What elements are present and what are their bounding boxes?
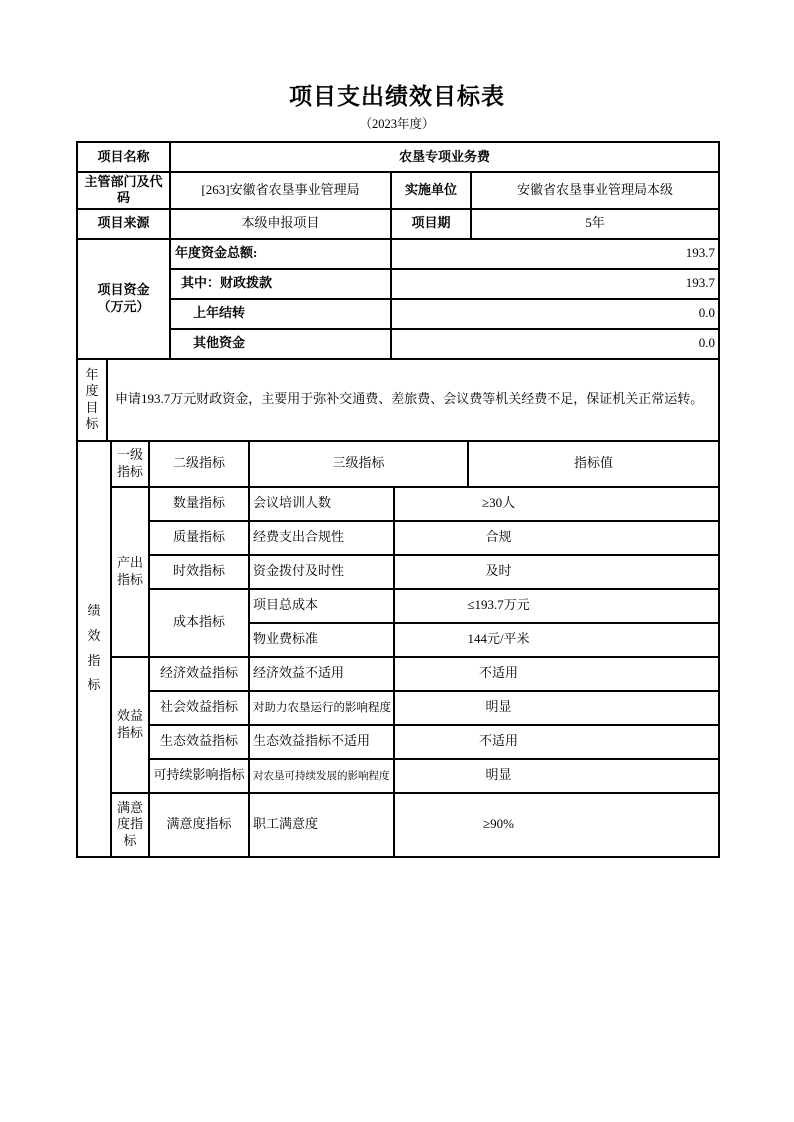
indicator-level2: 时效指标	[149, 555, 249, 589]
indicator-value: 合规	[394, 521, 719, 555]
table-row	[77, 239, 719, 269]
annual-goal-label: 年度目标	[77, 359, 107, 441]
indicator-row	[77, 589, 719, 623]
project-source-label: 项目来源	[77, 209, 170, 239]
indicator-value: 144元/平米	[394, 623, 719, 657]
indicator-level3: 生态效益指标不适用	[249, 725, 394, 759]
table-row	[77, 142, 719, 172]
table-row	[77, 299, 719, 329]
page-subtitle: （2023年度）	[359, 117, 435, 132]
project-name-value: 农垦专项业务费	[170, 142, 719, 172]
indicator-level3: 经费支出合规性	[249, 521, 394, 555]
indicator-level2: 质量指标	[149, 521, 249, 555]
indicator-row	[77, 555, 719, 589]
header-level3: 三级指标	[249, 441, 468, 487]
table-row	[77, 209, 719, 239]
funds-other-value: 0.0	[391, 329, 719, 359]
level1-satisfaction-label: 满意度指标	[111, 793, 149, 857]
indicator-value: 不适用	[394, 725, 719, 759]
indicator-level3: 经济效益不适用	[249, 657, 394, 691]
department-value: [263]安徽省农垦事业管理局	[170, 172, 391, 209]
indicator-level3: 对农垦可持续发展的影响程度	[249, 759, 394, 793]
indicator-level2: 满意度指标	[149, 793, 249, 857]
level1-output-label: 产出指标	[111, 487, 149, 657]
indicator-level2: 可持续影响指标	[149, 759, 249, 793]
indicator-level3: 资金拨付及时性	[249, 555, 394, 589]
indicator-level2: 成本指标	[149, 589, 249, 657]
indicator-row	[77, 793, 719, 857]
indicator-level3: 职工满意度	[249, 793, 394, 857]
indicator-level2: 数量指标	[149, 487, 249, 521]
performance-target-table	[76, 141, 718, 858]
table-row	[77, 269, 719, 299]
funds-total-label: 年度资金总额:	[170, 239, 391, 269]
funds-label-line1: 项目资金	[97, 282, 150, 298]
indicator-level3: 项目总成本	[249, 589, 394, 623]
performance-section-cell	[77, 441, 111, 857]
project-period-label: 项目期	[391, 209, 471, 239]
indicator-level3: 会议培训人数	[249, 487, 394, 521]
funds-label-line2: （万元）	[97, 298, 150, 314]
indicator-row	[77, 657, 719, 691]
indicator-value: ≤193.7万元	[394, 589, 719, 623]
indicator-level3: 物业费标准	[249, 623, 394, 657]
annual-goal-table	[76, 358, 720, 442]
funds-carryover-value: 0.0	[391, 299, 719, 329]
indicator-row	[77, 691, 719, 725]
indicator-row	[77, 521, 719, 555]
indicator-header-row	[77, 441, 719, 487]
project-funds-table	[76, 238, 720, 360]
header-level2: 二级指标	[149, 441, 249, 487]
funds-total-value: 193.7	[391, 239, 719, 269]
project-period-value: 5年	[471, 209, 719, 239]
indicator-value: ≥90%	[394, 793, 719, 857]
impl-unit-value: 安徽省农垦事业管理局本级	[471, 172, 719, 209]
indicator-row	[77, 725, 719, 759]
table-row	[77, 172, 719, 209]
funds-fiscal-value: 193.7	[391, 269, 719, 299]
funds-other-label: 其他资金	[170, 329, 391, 359]
indicator-row	[77, 759, 719, 793]
indicator-level2: 生态效益指标	[149, 725, 249, 759]
performance-section-label: 绩效指标	[87, 603, 101, 693]
indicator-value: 明显	[394, 691, 719, 725]
indicator-value: ≥30人	[394, 487, 719, 521]
funds-carryover-label: 上年结转	[170, 299, 391, 329]
table-row	[77, 359, 719, 441]
indicator-value: 明显	[394, 759, 719, 793]
impl-unit-label: 实施单位	[391, 172, 471, 209]
table-row	[77, 329, 719, 359]
indicator-value: 不适用	[394, 657, 719, 691]
page-title: 项目支出绩效目标表	[289, 83, 505, 109]
project-source-value: 本级申报项目	[170, 209, 391, 239]
indicators-table	[76, 440, 720, 858]
level1-benefit-label: 效益指标	[111, 657, 149, 793]
project-name-label: 项目名称	[77, 142, 170, 172]
indicator-row	[77, 487, 719, 521]
header-indicator-value: 指标值	[468, 441, 719, 487]
annual-goal-text: 申请193.7万元财政资金，主要用于弥补交通费、差旅费、会议费等机关经费不足，保证机关正常运转。	[107, 359, 719, 441]
project-info-table	[76, 141, 720, 240]
funds-label	[77, 239, 170, 359]
indicator-level2: 社会效益指标	[149, 691, 249, 725]
indicator-value: 及时	[394, 555, 719, 589]
indicator-level2: 经济效益指标	[149, 657, 249, 691]
department-label: 主管部门及代码	[77, 172, 170, 209]
indicator-level3: 对助力农垦运行的影响程度	[249, 691, 394, 725]
header-level1: 一级指标	[111, 441, 149, 487]
funds-fiscal-label: 其中：财政拨款	[170, 269, 391, 299]
